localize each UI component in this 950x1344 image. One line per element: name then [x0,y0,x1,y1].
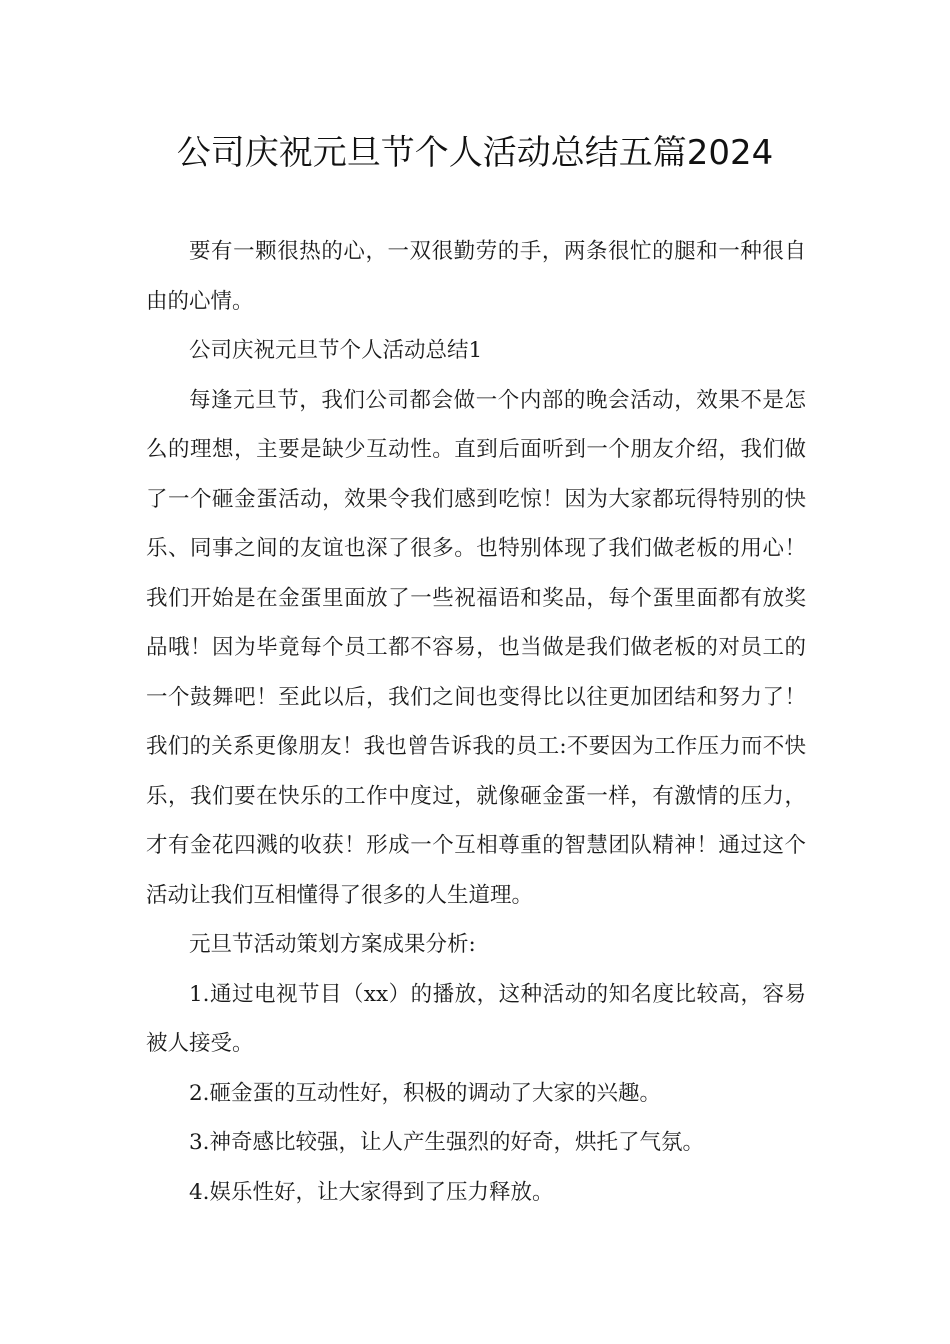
document-body [146,227,806,1217]
list-item-2: 2.砸金蛋的互动性好，积极的调动了大家的兴趣。 [189,1080,662,1106]
paragraph-main: 每逢元旦节，我们公司都会做一个内部的晚会活动，效果不是怎么的理想，主要是缺少互动性。直到后面听到一个朋友介绍，我们做了一个砸金蛋活动，效果令我们感到吃惊！因为大家都玩得特别的快乐、同事之间的友谊也深了很多。也特别体现了我们做老板的用心！我们开始是在金蛋里面放了一些祝福语和奖品，每个蛋里面都有放奖品哦！因为毕竟每个员工都不容易，也当做是我们做老板的对员工的一个鼓舞吧！至此以后，我们之间也变得比以往更加团结和努力了！我们的关系更像朋友！我也曾告诉我的员工:不要因为工作压力而不快乐，我们要在快乐的工作中度过，就像砸金蛋一样，有激情的压力，才有金花四溅的收获！形成一个互相尊重的智慧团队精神！通过这个活动让我们互相懂得了很多的人生道理。 [146,387,806,908]
section-heading-analysis: 元旦节活动策划方案成果分析: [189,932,476,957]
section-heading-1: 公司庆祝元旦节个人活动总结1 [189,338,483,363]
document-title: 公司庆祝元旦节个人活动总结五篇2024 [176,133,774,173]
paragraph-intro: 要有一颗很热的心，一双很勤劳的手，两条很忙的腿和一种很自由的心情。 [146,239,806,314]
list-item-3: 3.神奇感比较强，让人产生强烈的好奇，烘托了气氛。 [189,1130,705,1155]
list-item-4: 4.娱乐性好，让大家得到了压力释放。 [189,1179,554,1205]
list-item-1: 1.通过电视节目（xx）的播放，这种活动的知名度比较高，容易被人接受。 [146,981,806,1056]
